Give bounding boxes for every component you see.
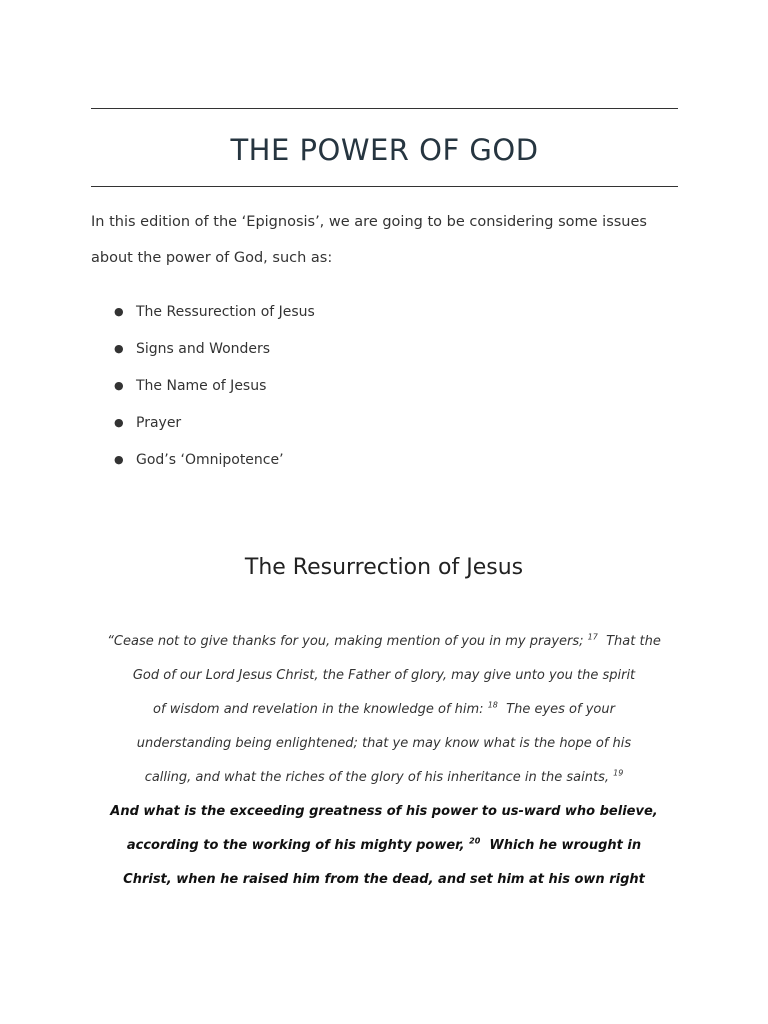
bullet-icon: ● xyxy=(114,453,124,466)
quote-line xyxy=(60,727,708,761)
list-item xyxy=(91,407,315,444)
quote-text: The eyes of your xyxy=(506,702,615,717)
topic-label: God’s ‘Omnipotence’ xyxy=(136,452,284,468)
list-item xyxy=(91,370,315,407)
list-item xyxy=(91,444,315,481)
topic-label: Prayer xyxy=(136,415,182,431)
title-rule-bottom xyxy=(91,186,678,187)
topic-label: The Name of Jesus xyxy=(136,378,267,394)
quote-text: “Cease not to give thanks for you, making mention of you in my prayers; xyxy=(107,634,584,649)
topics-list xyxy=(91,296,315,481)
quote-text: Which he wrought in xyxy=(489,838,642,853)
bullet-icon: ● xyxy=(114,342,124,355)
bullet-icon: ● xyxy=(114,305,124,318)
quote-line xyxy=(60,761,708,795)
quote-text: understanding being enlightened; that ye may know what is the hope of his xyxy=(136,736,632,751)
section-heading: The Resurrection of Jesus xyxy=(244,555,524,580)
bullet-icon: ● xyxy=(114,416,124,429)
list-item xyxy=(91,333,315,370)
quote-line xyxy=(60,625,708,659)
quote-line xyxy=(60,863,708,897)
verse-number: 19 xyxy=(613,768,624,778)
quote-line xyxy=(60,829,708,863)
verse-number: 18 xyxy=(487,700,498,710)
quote-line xyxy=(60,659,708,693)
verse-number: 17 xyxy=(587,632,598,642)
bullet-icon: ● xyxy=(114,379,124,392)
intro-paragraph: In this edition of the ‘Epignosis’, we are going to be considering some issues about the power of God, such as: xyxy=(91,214,647,266)
list-item xyxy=(91,296,315,333)
quote-text: That the xyxy=(606,634,661,649)
quote-text: God of our Lord Jesus Christ, the Father of glory, may give unto you the spirit xyxy=(132,668,636,683)
document-title: THE POWER OF GOD xyxy=(230,133,539,167)
quote-text: calling, and what the riches of the glory of his inheritance in the saints, xyxy=(144,770,609,785)
quote-text: according to the working of his mighty power, xyxy=(126,838,465,853)
verse-number: 20 xyxy=(469,836,481,846)
quote-text: of wisdom and revelation in the knowledge of him: xyxy=(153,702,484,717)
quote-text: And what is the exceeding greatness of his power to us-ward who believe, xyxy=(110,804,658,819)
quote-text: Christ, when he raised him from the dead, and set him at his own right xyxy=(123,872,645,887)
quote-line xyxy=(60,795,708,829)
title-rule-top xyxy=(91,108,678,109)
topic-label: The Ressurection of Jesus xyxy=(136,304,315,320)
scripture-quote xyxy=(60,625,708,897)
quote-line xyxy=(60,693,708,727)
topic-label: Signs and Wonders xyxy=(136,341,271,357)
